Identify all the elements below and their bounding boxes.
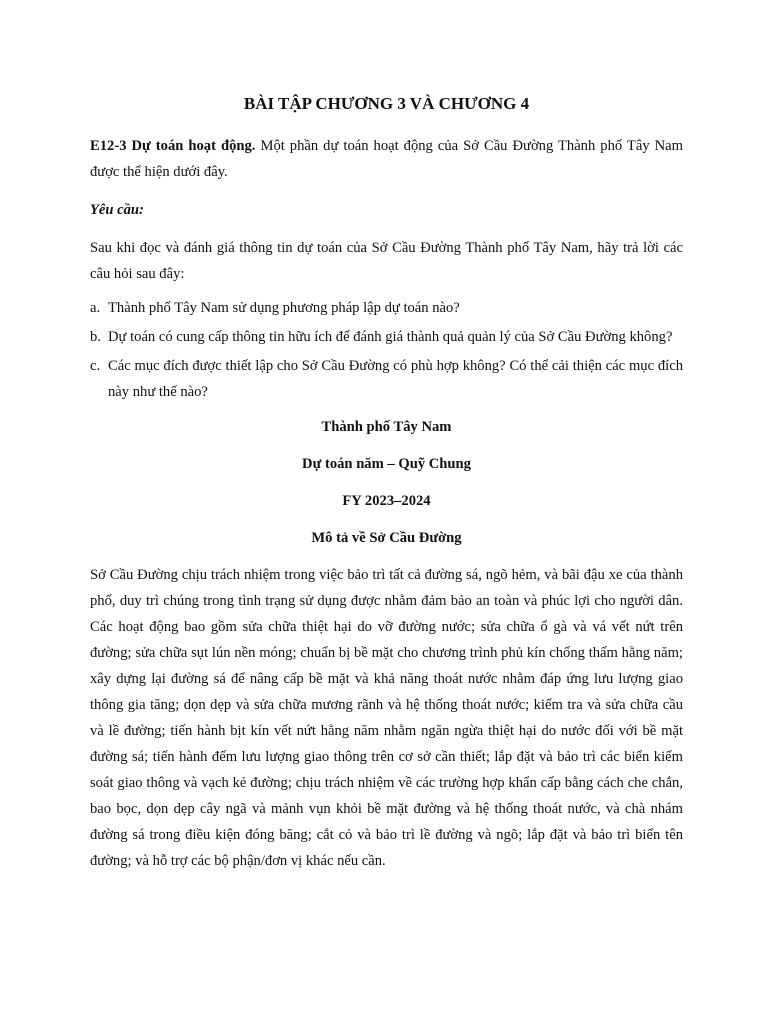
exercise-paragraph xyxy=(90,133,683,185)
requirements-label: Yêu cầu: xyxy=(90,202,144,218)
heading-city: Thành phố Tây Nam xyxy=(321,419,452,435)
requirements-intro: Sau khi đọc và đánh giá thông tin dự toán của Sở Cầu Đường Thành phố Tây Nam, hãy trả lời các câu hỏi sau đây: xyxy=(90,240,683,282)
question-list xyxy=(90,295,683,405)
heading-description: Mô tả về Sở Cầu Đường xyxy=(311,530,462,546)
question-item xyxy=(90,324,683,350)
question-text: Dự toán có cung cấp thông tin hữu ích để đánh giá thành quả quản lý của Sở Cầu Đường không? xyxy=(108,329,673,345)
question-item xyxy=(90,295,683,321)
heading-budget: Dự toán năm – Quỹ Chung xyxy=(302,456,471,472)
question-marker: c. xyxy=(90,358,101,374)
question-item xyxy=(90,353,683,405)
question-text: Các mục đích được thiết lập cho Sở Cầu Đường có phù hợp không? Có thể cải thiện các mục đích này như thế nào? xyxy=(108,358,683,400)
exercise-label: E12-3 Dự toán hoạt động. xyxy=(90,138,256,154)
heading-fiscal-year: FY 2023–2024 xyxy=(342,493,431,509)
page-title: BÀI TẬP CHƯƠNG 3 VÀ CHƯƠNG 4 xyxy=(243,94,530,113)
exercise-text: Một phần dự toán hoạt động của Sở Cầu Đường Thành phố Tây Nam được thể hiện dưới đây. xyxy=(90,138,683,180)
question-marker: b. xyxy=(90,329,101,345)
question-marker: a. xyxy=(90,300,101,316)
question-text: Thành phố Tây Nam sử dụng phương pháp lập dự toán nào? xyxy=(108,300,460,316)
description-paragraph: Sở Cầu Đường chịu trách nhiệm trong việc bảo trì tất cả đường sá, ngõ hẻm, và bãi đậu xe của thành phố, duy trì chúng trong tình trạng sử dụng được nhằm đảm bảo an toàn và phúc lợi cho người dân. Các hoạt động bao gồm sửa chữa thiệt hại do vỡ đường nước; sửa chữa ổ gà và vá vết nứt trên đường; sửa chữa sụt lún nền móng; chuẩn bị bề mặt cho chương trình phủ kín chống thấm hằng năm; xây dựng lại đường sá để nâng cấp bề mặt và khả năng thoát nước nhằm đáp ứng lưu lượng giao thông gia tăng; dọn dẹp và sửa chữa mương rãnh và hệ thống thoát nước; kiểm tra và sửa chữa cầu và lề đường; tiến hành bịt kín vết nứt hằng năm nhằm ngăn ngừa thiệt hại do nước đối với bề mặt đường sá; tiến hành đếm lưu lượng giao thông trên cơ sở cần thiết; lắp đặt và bảo trì các biển kiểm soát giao thông và vạch kẻ đường; chịu trách nhiệm về các trường hợp khẩn cấp bằng cách che chắn, bao bọc, dọn dẹp cây ngã và mảnh vụn khỏi bề mặt đường và hệ thống thoát nước, và chà nhám đường sá trong điều kiện đóng băng; cắt cỏ và bảo trì lề đường và ngõ; lắp đặt và bảo trì biển tên đường; và hỗ trợ các bộ phận/đơn vị khác nếu cần. xyxy=(90,567,683,869)
